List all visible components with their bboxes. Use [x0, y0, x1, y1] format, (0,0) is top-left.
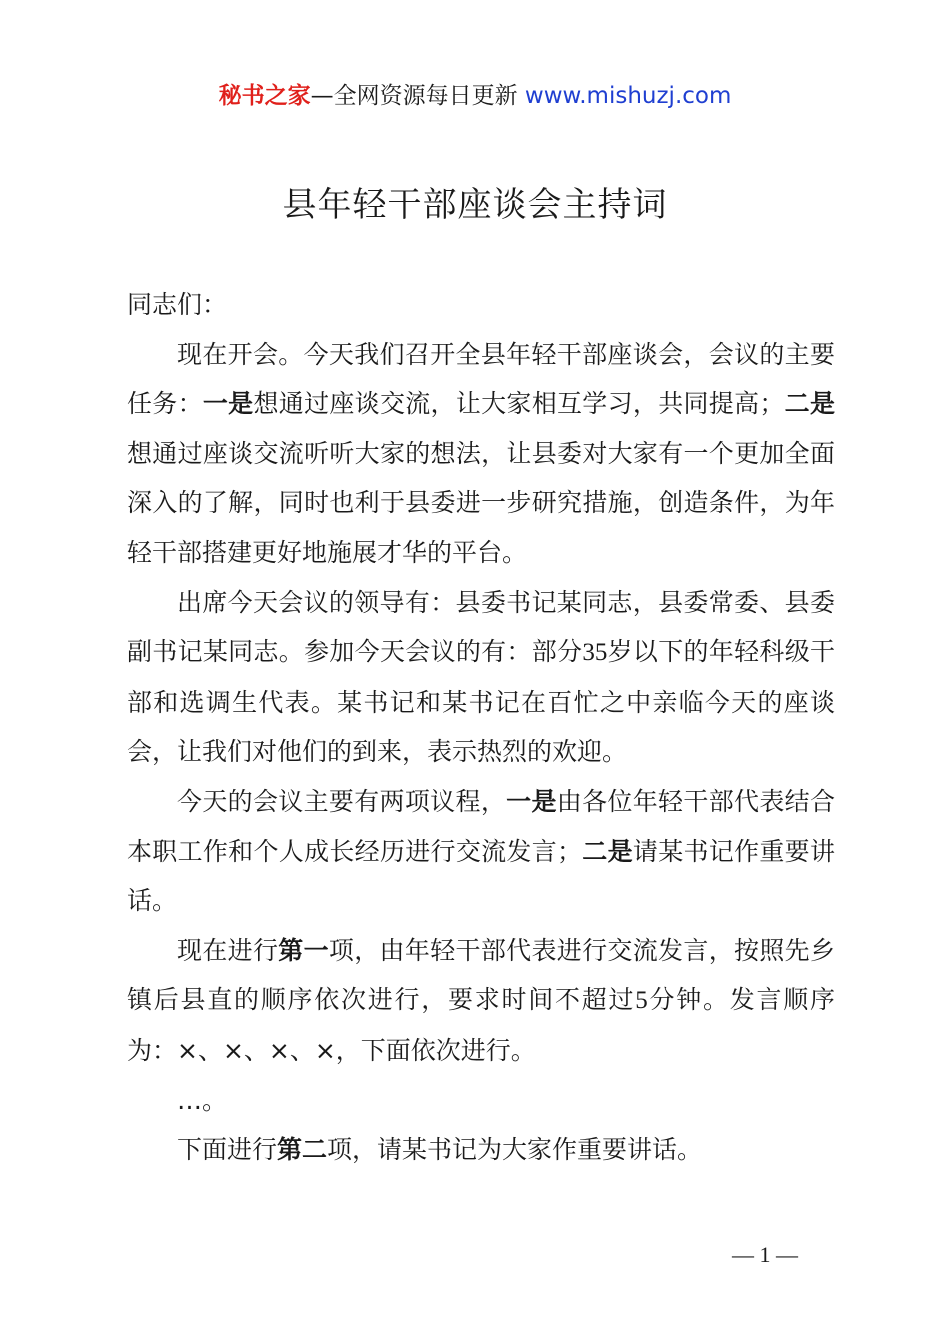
- paragraph-ellipsis: [127, 1076, 835, 1126]
- text-run: 项，由年轻干部代表进行交流发言，按照先乡镇后县直的顺序依次进行，要求时间不超过: [127, 935, 835, 1015]
- emphasis-second: 二是: [784, 389, 835, 419]
- text-run: 想通过座谈交流，让大家相互学习，共同提高；: [253, 389, 785, 419]
- greeting: 同志们：: [127, 290, 228, 319]
- emphasis-first: 一是: [506, 786, 557, 816]
- paragraph-meeting-purpose: [127, 330, 835, 578]
- text-run: 由各位年轻干部代表结合本职工作和个人成长经历进行交流发言；: [127, 786, 835, 866]
- emphasis-item-one: 第一: [278, 935, 329, 965]
- site-header: [0, 80, 950, 112]
- text-run: 岁以下的年轻科级干部和选调生代表。某书记和某书记在百忙之中亲临今天的座谈会，让我们对他们的到来，表示热烈的欢迎。: [127, 637, 835, 767]
- document-title: 县年轻干部座谈会主持词: [282, 185, 668, 225]
- emphasis-item-two: 第二: [277, 1135, 328, 1165]
- text-run: 现在进行: [177, 935, 279, 965]
- brand-name: 秘书之家: [218, 83, 311, 109]
- text-run: 项，请某书记为大家作重要讲话。: [327, 1135, 703, 1165]
- document-body: [127, 280, 835, 1175]
- paragraph-item-one: [127, 926, 835, 1076]
- header-tagline: —全网资源每日更新: [310, 83, 518, 109]
- paragraph-agenda: [127, 777, 835, 926]
- text-run: …。: [177, 1085, 228, 1115]
- emphasis-second: 二是: [582, 836, 633, 866]
- site-url[interactable]: www.mishuzj.com: [524, 83, 732, 109]
- text-run: 想通过座谈交流听听大家的想法，让县委对大家有一个更加全面深入的了解，同时也利于县委进一步研究措施，创造条件，为年轻干部搭建更好地施展才华的平台。: [127, 438, 835, 567]
- text-run: 出席今天会议的领导有：县委书记某同志，县委常委、县委副书记某同志。参加今天会议的有：部分: [127, 587, 835, 667]
- text-run: 现在开会。今天我们召开全县年轻干部座谈会，会议的主要任务：: [127, 339, 835, 419]
- text-run: 今天的会议主要有两项议程，: [177, 786, 507, 816]
- paragraph-item-two: [127, 1125, 835, 1175]
- text-run: 分钟。发言顺序为：×、×、×、×，下面依次进行。: [127, 985, 835, 1065]
- paragraph-attendees: [127, 578, 835, 777]
- minutes-number: 5: [635, 987, 648, 1015]
- age-number: 35: [582, 639, 608, 667]
- emphasis-first: 一是: [202, 389, 254, 419]
- page-number: — 1 —: [732, 1242, 798, 1267]
- text-run: 下面进行: [177, 1135, 278, 1165]
- text-run: 请某书记作重要讲话。: [127, 836, 835, 916]
